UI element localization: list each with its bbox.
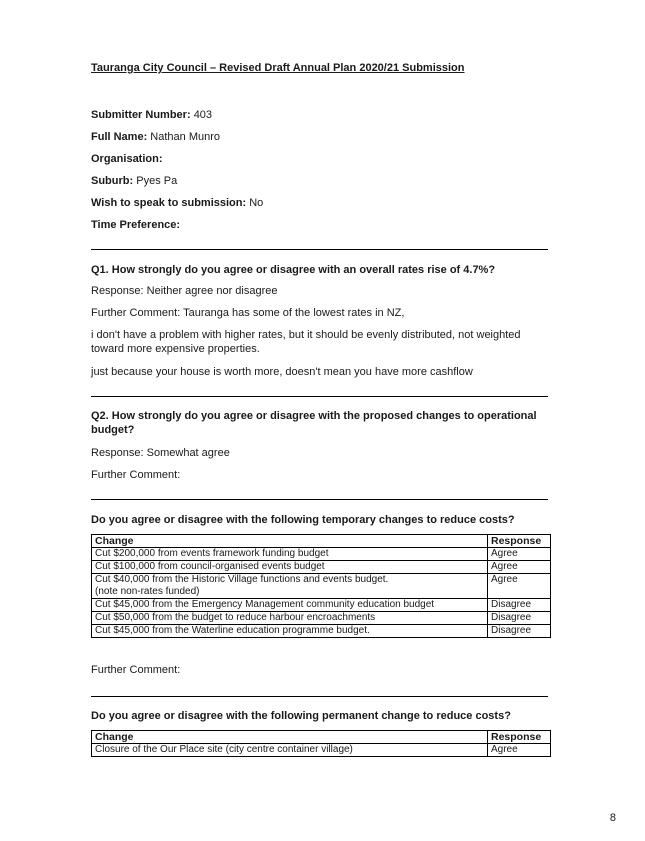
response-cell: Agree — [488, 574, 551, 599]
table-row — [92, 548, 551, 561]
response-cell: Agree — [488, 744, 551, 757]
full-name-row — [91, 130, 220, 144]
divider — [91, 499, 548, 500]
table-row — [92, 599, 551, 612]
q2-response: Response: Somewhat agree — [91, 447, 230, 459]
table-header-row — [92, 731, 551, 744]
table-row — [92, 625, 551, 638]
speak-value: No — [249, 197, 264, 209]
change-cell: Cut $45,000 from the Waterline education programme budget. — [92, 625, 488, 638]
submitter-number-label: Submitter Number: — [91, 109, 191, 121]
speak-row — [91, 196, 263, 210]
permanent-change-question: Do you agree or disagree with the following permanent change to reduce costs? — [91, 710, 511, 722]
temporary-changes-question: Do you agree or disagree with the following temporary changes to reduce costs? — [91, 514, 515, 526]
column-header-change: Change — [92, 731, 488, 744]
q1-comment-line3: just because your house is worth more, doesn't mean you have more cashflow — [91, 366, 473, 378]
q2-comment: Further Comment: — [91, 469, 181, 481]
column-header-response: Response — [488, 535, 551, 548]
table-row — [92, 612, 551, 625]
full-name-label: Full Name: — [91, 131, 148, 143]
change-cell: Cut $200,000 from events framework funding budget — [92, 548, 488, 561]
response-cell: Agree — [488, 548, 551, 561]
q1-comment-line1: Further Comment: Tauranga has some of the lowest rates in NZ, — [91, 307, 405, 319]
organisation-row — [91, 152, 163, 166]
response-cell: Disagree — [488, 599, 551, 612]
suburb-label: Suburb: — [91, 175, 134, 187]
submitter-number-row — [91, 108, 212, 122]
temporary-comment: Further Comment: — [91, 664, 181, 676]
change-note: (note non-rates funded) — [95, 586, 200, 597]
speak-label: Wish to speak to submission: — [91, 197, 247, 209]
change-cell: Cut $50,000 from the budget to reduce harbour encroachments — [92, 612, 488, 625]
page-number: 8 — [609, 812, 616, 824]
column-header-change: Change — [92, 535, 488, 548]
full-name-value: Nathan Munro — [150, 131, 221, 143]
change-cell: Cut $100,000 from council-organised events budget — [92, 561, 488, 574]
response-cell: Disagree — [488, 612, 551, 625]
q2-question: Q2. How strongly do you agree or disagree with the proposed changes to operational budget? — [91, 410, 537, 436]
organisation-label: Organisation: — [91, 153, 163, 165]
divider — [91, 249, 548, 250]
divider — [91, 696, 548, 697]
response-cell: Agree — [488, 561, 551, 574]
table-row — [92, 744, 551, 757]
time-preference-label: Time Preference: — [91, 219, 181, 231]
q1-response: Response: Neither agree nor disagree — [91, 285, 278, 297]
suburb-value: Pyes Pa — [136, 175, 178, 187]
permanent-change-table — [91, 730, 551, 757]
change-cell — [92, 574, 488, 599]
q1-comment-line2: i don't have a problem with higher rates, but it should be evenly distributed, not weighted toward more expensive properties. — [91, 329, 521, 355]
table-row — [92, 561, 551, 574]
table-header-row — [92, 535, 551, 548]
change-cell: Cut $45,000 from the Emergency Management community education budget — [92, 599, 488, 612]
document-title: Tauranga City Council – Revised Draft Annual Plan 2020/21 Submission — [91, 62, 465, 74]
temporary-changes-table — [91, 534, 551, 638]
divider — [91, 396, 548, 397]
time-preference-row — [91, 218, 180, 232]
column-header-response: Response — [488, 731, 551, 744]
suburb-row — [91, 174, 177, 188]
submitter-number-value: 403 — [193, 109, 213, 121]
change-text: Cut $40,000 from the Historic Village functions and events budget. — [95, 574, 389, 585]
change-cell: Closure of the Our Place site (city centre container village) — [92, 744, 488, 757]
q1-question: Q1. How strongly do you agree or disagree with an overall rates rise of 4.7%? — [91, 264, 496, 276]
table-row — [92, 574, 551, 599]
response-cell: Disagree — [488, 625, 551, 638]
